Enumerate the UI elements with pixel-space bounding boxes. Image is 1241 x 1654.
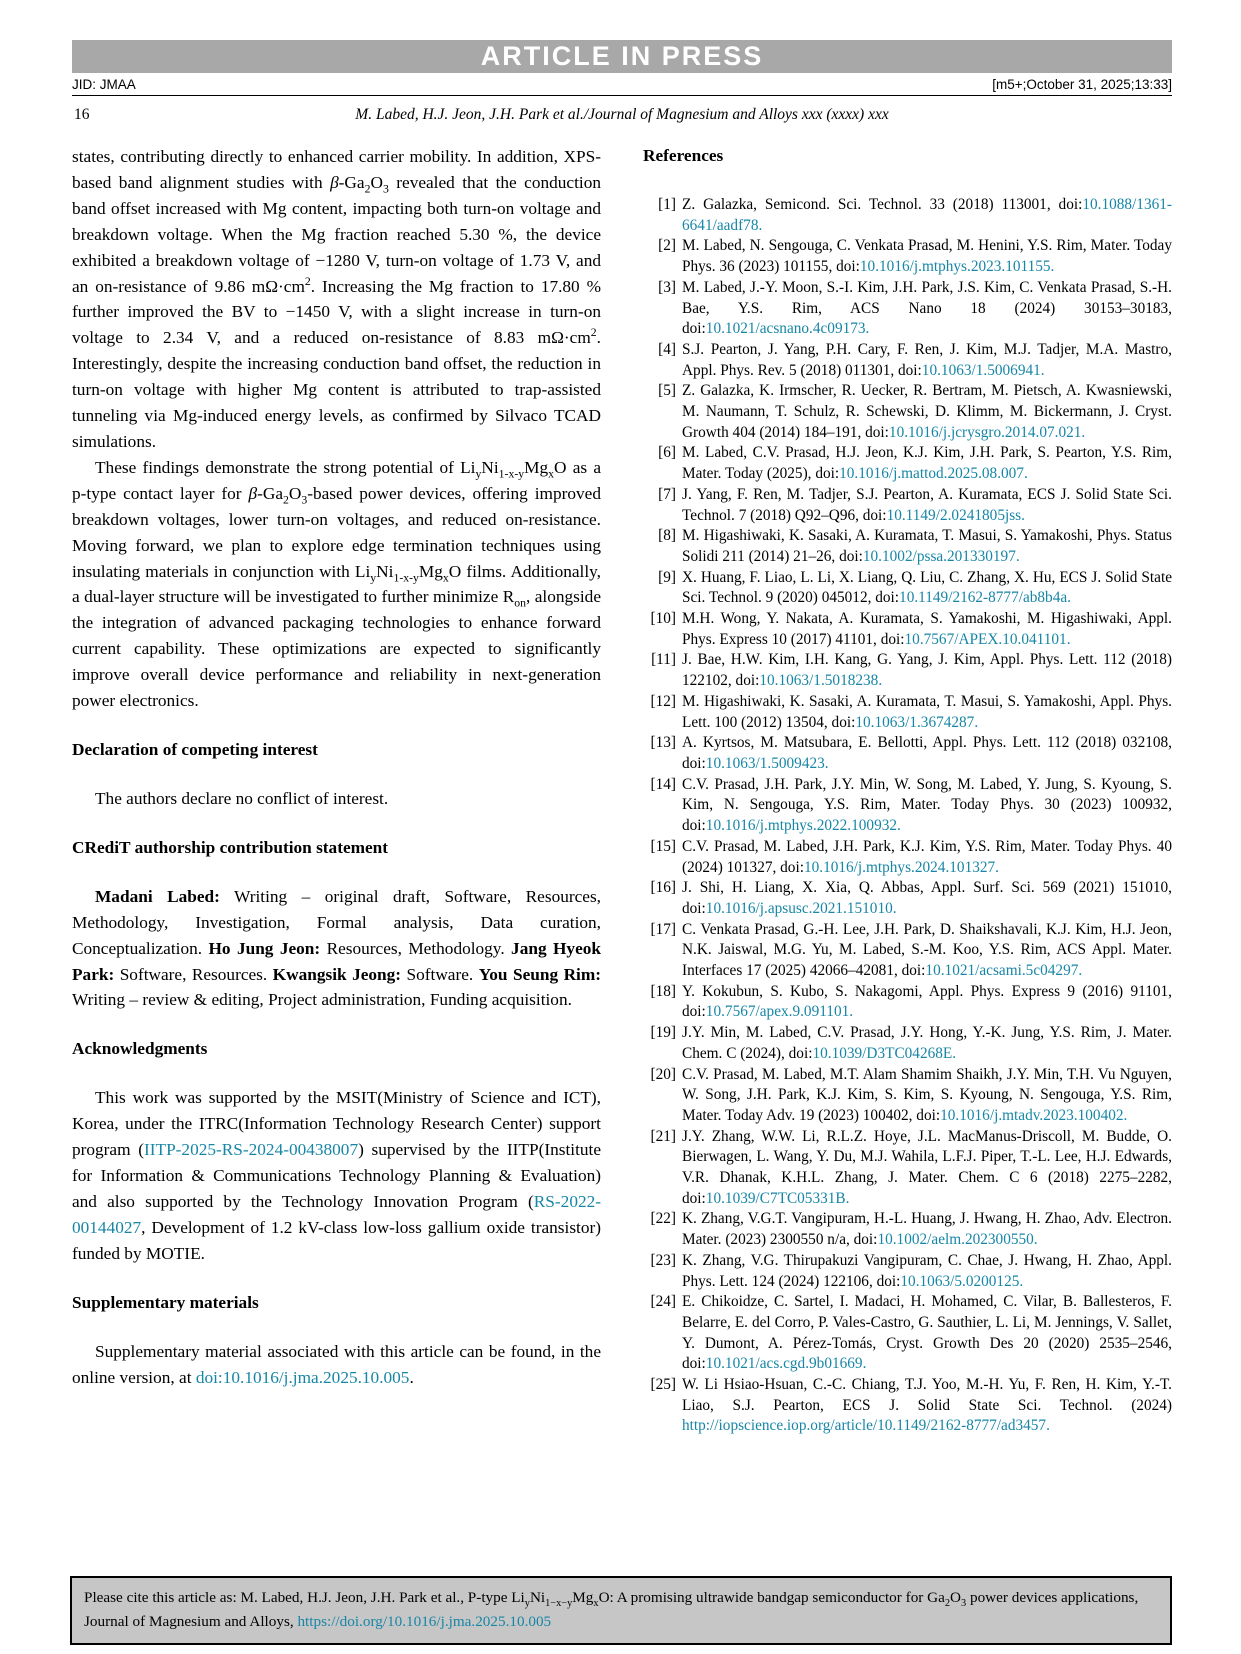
- reference-number: [25]: [650, 1376, 676, 1394]
- reference-item: [637, 485, 1172, 526]
- text-run: x: [593, 1598, 599, 1610]
- reference-text: J.Y. Min, M. Labed, C.V. Prasad, J.Y. Hong, Y.-K. Jung, Y.S. Rim, J. Mater. Chem. C (2024), doi:: [682, 1024, 1172, 1062]
- text-run: 3: [382, 182, 389, 196]
- text-run: 3: [961, 1598, 967, 1610]
- reference-number: [19]: [650, 1024, 676, 1042]
- reference-text: M.H. Wong, Y. Nakata, A. Kuramata, S. Yamakoshi, M. Higashiwaki, Appl. Phys. Express 10 (2017) 41101, doi:: [682, 610, 1172, 648]
- doi-link[interactable]: 10.1016/j.apsusc.2021.151010.: [705, 899, 897, 917]
- reference-number: [1]: [658, 196, 676, 213]
- text-run: on: [514, 596, 526, 610]
- text-run: 1-x-y: [393, 570, 419, 584]
- inline-link[interactable]: doi:10.1016/j.jma.2025.10.005: [195, 1367, 410, 1387]
- reference-text: X. Huang, F. Liao, L. Li, X. Liang, Q. Liu, C. Zhang, X. Hu, ECS J. Solid State Sci. Technol. 9 (2020) 045012, doi:: [682, 568, 1172, 607]
- doi-link[interactable]: 10.1016/j.mattod.2025.08.007.: [839, 465, 1028, 483]
- doi-link[interactable]: 10.1149/2162-8777/ab8b4a.: [899, 589, 1071, 607]
- text-run: x: [442, 570, 449, 584]
- text-run: -Ga: [338, 172, 365, 192]
- doi-link[interactable]: 10.1016/j.jcrysgro.2014.07.021.: [888, 423, 1086, 441]
- text-run: Ni: [376, 561, 394, 581]
- doi-link[interactable]: 10.1021/acsnano.4c09173.: [705, 320, 870, 338]
- doi-link[interactable]: 10.1063/5.0200125.: [900, 1272, 1024, 1290]
- text-run: Mg: [524, 457, 549, 477]
- article-in-press-banner: ARTICLE IN PRESS: [72, 40, 1172, 73]
- text-run: y: [370, 570, 377, 584]
- reference-item: [637, 340, 1172, 381]
- text-run: y: [475, 467, 482, 481]
- paragraph: [72, 1339, 601, 1391]
- doi-link[interactable]: 10.7567/apex.9.091101.: [705, 1003, 854, 1021]
- reference-number: [18]: [650, 982, 676, 1000]
- doi-link[interactable]: 10.1021/acs.cgd.9b01669.: [705, 1355, 867, 1373]
- reference-text: W. Li Hsiao-Hsuan, C.-C. Chiang, T.J. Yoo, M.-H. Yu, F. Ren, H. Kim, Y.-T. Liao, S.J. Pearton, ECS J. Solid State Sci. Technol. (2024): [682, 1376, 1172, 1414]
- text-run: Mg: [572, 1589, 594, 1606]
- text-run: Ni: [481, 457, 499, 477]
- reference-item: [637, 650, 1172, 691]
- text-run: 2: [364, 182, 371, 196]
- citation-footer: [70, 1576, 1172, 1645]
- text-run: 2: [590, 326, 597, 340]
- reference-number: [11]: [651, 651, 676, 669]
- text-run: Writing – review & editing, Project administration, Funding acquisition.: [72, 990, 572, 1010]
- text-run: power devices applications, Journal of Magnesium and Alloys,: [84, 1589, 1139, 1630]
- text-run: Madani Labed:: [95, 886, 220, 906]
- text-run: Resources, Methodology.: [320, 938, 512, 958]
- text-run: .: [409, 1367, 414, 1387]
- text-run: β: [330, 172, 339, 192]
- reference-number: [10]: [650, 610, 676, 628]
- text-run: Supplementary material associated with this article can be found, in the online version, at: [72, 1341, 601, 1387]
- reference-text: S.J. Pearton, J. Yang, P.H. Cary, F. Ren, J. Kim, M.J. Tadjer, M.A. Mastro, Appl. Phys. Rev. 5 (2018) 011301, doi:: [682, 340, 1172, 379]
- running-head-row: [72, 106, 1172, 126]
- reference-item: [637, 443, 1172, 484]
- doi-link[interactable]: 10.7567/APEX.10.041101.: [904, 630, 1071, 648]
- reference-text: C.V. Prasad, M. Labed, M.T. Alam Shamim Shaikh, J.Y. Min, T.H. Vu Nguyen, W. Song, J.H. Park, K.J. Kim, S. Kim, S. Kyoung, N. Sengouga, Y.S. Rim, Mater. Today Adv. 19 (2023) 100402, doi:: [682, 1065, 1172, 1124]
- reference-text: K. Zhang, V.G.T. Vangipuram, H.-L. Huang, J. Hwang, H. Zhao, Adv. Electron. Mater. (2023) 2300550 n/a, doi:: [682, 1210, 1172, 1249]
- reference-item: [637, 526, 1172, 567]
- page-number: 16: [74, 106, 90, 123]
- text-run: Software, Resources.: [114, 964, 273, 984]
- reference-item: [637, 1023, 1172, 1064]
- section-heading: Acknowledgments: [72, 1039, 208, 1059]
- doi-link[interactable]: 10.1021/acsami.5c04297.: [925, 962, 1083, 980]
- text-run: 1-x-y: [498, 467, 525, 481]
- reference-text: Z. Galazka, K. Irmscher, R. Uecker, R. Bertram, M. Pietsch, A. Kwasniewski, M. Naumann, T. Schulz, R. Schewski, D. Klimm, M. Bickermann, J. Cryst. Growth 404 (2014) 184–191, doi:: [682, 382, 1172, 441]
- reference-item: [637, 278, 1172, 340]
- reference-number: [24]: [650, 1293, 676, 1311]
- text-run: 1−x−y: [545, 1598, 573, 1610]
- doi-link[interactable]: 10.1016/j.mtphys.2024.101327.: [803, 858, 999, 876]
- references-column: [637, 144, 1172, 1437]
- doi-link[interactable]: 10.1063/1.5006941.: [921, 361, 1045, 379]
- text-run: You Seung Rim:: [478, 964, 601, 984]
- doi-link[interactable]: 10.1016/j.mtadv.2023.100402.: [940, 1106, 1128, 1124]
- reference-item: [637, 1127, 1172, 1210]
- text-run: 2: [304, 274, 311, 288]
- paragraph: [72, 455, 601, 714]
- reference-number: [8]: [658, 527, 676, 545]
- text-run: . Increasing the Mg fraction to 17.80 % further improved the BV to −1450 V, with a slight increase in turn-on voltage to 2.34 V, and a reduced on-resistance of 8.83 mΩ·cm: [72, 276, 602, 348]
- doi-link[interactable]: 10.1002/pssa.201330197.: [862, 547, 1020, 565]
- text-run: ) supervised by the IITP(Institute for Information & Communications Technology Planning & Evaluation) and also supported by the Technology Innovation Program (: [72, 1140, 601, 1211]
- text-run: O films. Additionally, a dual-layer structure will be investigated to further minimize R: [72, 561, 601, 607]
- reference-item: [637, 1065, 1172, 1127]
- text-run: O: [950, 1589, 961, 1606]
- reference-item: [637, 195, 1172, 236]
- section-heading: CRediT authorship contribution statement: [72, 837, 389, 857]
- reference-item: [637, 837, 1172, 878]
- text-run: This work was supported by the MSIT(Ministry of Science and ICT), Korea, under the ITRC(Information Technology Research Center) support program (: [72, 1088, 601, 1160]
- reference-number: [4]: [658, 340, 676, 358]
- reference-number: [6]: [658, 444, 676, 462]
- reference-number: [21]: [650, 1127, 676, 1145]
- reference-text: A. Kyrtsos, M. Matsubara, E. Bellotti, Appl. Phys. Lett. 112 (2018) 032108, doi:: [682, 734, 1172, 772]
- doi-link[interactable]: 10.1088/1361-6641/aadf78.: [682, 196, 1172, 234]
- proof-timestamp: [m5+;October 31, 2025;13:33]: [992, 77, 1172, 92]
- doi-link[interactable]: 10.1016/j.mtphys.2023.101155.: [859, 258, 1055, 276]
- reference-text: J.Y. Zhang, W.W. Li, R.L.Z. Hoye, J.L. MacManus-Driscoll, M. Budde, O. Bierwagen, L. Wang, Y. Du, M.J. Wahila, L.F.J. Piper, T.-L. Lee, H.J. Edwards, V.R. Dhanak, K.H.L. Zhang, J. Mater. Chem. C 6 (2018) 2275–2282, doi:: [682, 1127, 1172, 1207]
- reference-text: M. Higashiwaki, K. Sasaki, A. Kuramata, T. Masui, S. Yamakoshi, Phys. Status Solidi 211 (2014) 21–26, doi:: [682, 527, 1172, 565]
- reference-number: [5]: [658, 382, 676, 400]
- text-run: Writing – original draft, Software, Resources, Methodology, Investigation, Formal analysis, Data curation, Conceptualization.: [72, 886, 601, 958]
- reference-item: [637, 568, 1172, 609]
- text-run: y: [524, 1598, 530, 1610]
- doi-link[interactable]: 10.1016/j.mtphys.2022.100932.: [705, 817, 901, 835]
- reference-text: E. Chikoidze, C. Sartel, I. Madaci, H. Mohamed, C. Vilar, B. Ballesteros, F. Belarre, E. del Corro, P. Vales-Castro, G. Sauthier, L. Li, M. Jennings, V. Sallet, Y. Dumont, A. Pérez-Tomás, Cryst. Growth Des 20 (2020) 2535–2546, doi:: [682, 1293, 1172, 1373]
- text-run: Please cite this article as: M. Labed, H.J. Jeon, J.H. Park et al., P-type Li: [84, 1589, 525, 1606]
- journal-id: JID: JMAA: [72, 77, 136, 92]
- reference-item: [637, 920, 1172, 982]
- reference-item: [637, 775, 1172, 837]
- text-run: These findings demonstrate the strong potential of Li: [95, 457, 476, 477]
- inline-link[interactable]: IITP-2025-RS-2024-00438007: [144, 1140, 359, 1160]
- text-run: states, contributing directly to enhanced carrier mobility. In addition, XPS-based band alignment studies with: [72, 147, 601, 192]
- text-run: . Interestingly, despite the increasing conduction band offset, the reduction in turn-on voltage with higher Mg content is attributed to trap-assisted tunneling via Mg-induced energy levels, as confirmed by Silvaco TCAD simulations.: [72, 328, 601, 451]
- reference-text: J. Bae, H.W. Kim, I.H. Kang, G. Yang, J. Kim, Appl. Phys. Lett. 112 (2018) 122102, doi:: [682, 651, 1172, 690]
- reference-text: M. Labed, N. Sengouga, C. Venkata Prasad, M. Henini, Y.S. Rim, Mater. Today Phys. 36 (2023) 101155, doi:: [682, 237, 1172, 276]
- text-run: 3: [301, 493, 308, 507]
- doi-link[interactable]: 10.1039/C7TC05331B.: [705, 1189, 850, 1207]
- reference-item: [637, 381, 1172, 443]
- text-run: revealed that the conduction band offset increased with Mg content, impacting both turn-on voltage and breakdown voltage. When the Mg fraction reached 5.30 %, the device exhibited a breakdown voltage of −1280 V, turn-on voltage of 1.73 V, and an on-resistance of 9.86 mΩ·cm: [72, 172, 601, 296]
- doi-link[interactable]: 10.1063/1.5018238.: [759, 672, 883, 690]
- reference-text: M. Labed, J.-Y. Moon, S.-I. Kim, J.H. Park, J.S. Kim, C. Venkata Prasad, S.-H. Bae, Y.S. Rim, ACS Nano 18 (2024) 30153–30183, doi:: [682, 278, 1172, 338]
- reference-number: [2]: [658, 237, 676, 255]
- text-run: Software.: [401, 964, 479, 984]
- reference-text: C. Venkata Prasad, G.-H. Lee, J.H. Park, D. Shaikshavali, K.J. Kim, H.J. Jeon, N.K. Jaiswal, M.G. Yu, M. Labed, S.-M. Koo, Y.S. Rim, ACS Appl. Mater. Interfaces 17 (2025) 42066–42081, doi:: [682, 920, 1172, 980]
- reference-item: [637, 1251, 1172, 1292]
- text-run: O as a p-type contact layer for: [72, 457, 601, 503]
- text-run: , Development of 1.2 kV-class low-loss gallium oxide transistor) funded by MOTIE.: [72, 1217, 601, 1263]
- reference-number: [14]: [650, 775, 676, 793]
- paragraph: [72, 1085, 601, 1266]
- left-column: [72, 144, 601, 1437]
- doi-link[interactable]: 10.1063/1.5009423.: [705, 754, 829, 772]
- reference-item: [637, 609, 1172, 650]
- running-head: M. Labed, H.J. Jeon, J.H. Park et al./Journal of Magnesium and Alloys xxx (xxxx) xxx: [355, 106, 889, 123]
- reference-number: [22]: [650, 1210, 676, 1228]
- paragraph: [72, 786, 601, 812]
- text-run: Ni: [529, 1589, 546, 1606]
- doi-link[interactable]: 10.1063/1.3674287.: [855, 713, 979, 731]
- reference-text: J. Shi, H. Liang, X. Xia, Q. Abbas, Appl. Surf. Sci. 569 (2021) 151010, doi:: [682, 879, 1172, 917]
- text-run: -Ga: [257, 483, 283, 503]
- reference-item: [637, 733, 1172, 774]
- reference-text: J. Yang, F. Ren, M. Tadjer, S.J. Pearton, A. Kuramata, ECS J. Solid State Sci. Technol. 7 (2018) Q92–Q96, doi:: [682, 485, 1172, 524]
- text-run: 2: [283, 493, 289, 507]
- paragraph: [72, 144, 601, 455]
- proof-meta-row: [72, 73, 1172, 96]
- text-run: O: [288, 483, 302, 503]
- doi-link[interactable]: 10.1002/aelm.202300550.: [877, 1231, 1038, 1249]
- reference-text: Y. Kokubun, S. Kubo, S. Nakagomi, Appl. Phys. Express 9 (2016) 91101, doi:: [682, 982, 1172, 1021]
- reference-item: [637, 878, 1172, 919]
- text-run: Ho Jung Jeon:: [208, 938, 321, 958]
- reference-item: [637, 1209, 1172, 1250]
- reference-number: [3]: [658, 278, 676, 296]
- references-heading: References: [643, 146, 724, 165]
- reference-text: C.V. Prasad, M. Labed, J.H. Park, K.J. Kim, Y.S. Rim, Mater. Today Phys. 40 (2024) 101327, doi:: [682, 837, 1172, 876]
- section-heading: Supplementary materials: [72, 1292, 259, 1312]
- reference-number: [12]: [650, 692, 676, 710]
- reference-text: C.V. Prasad, J.H. Park, J.Y. Min, W. Song, M. Labed, Y. Jung, S. Kyoung, S. Kim, N. Sengouga, Y.S. Rim, Mater. Today Phys. 30 (2023) 100932, doi:: [682, 775, 1172, 835]
- references-list: [637, 195, 1172, 1437]
- reference-number: [13]: [650, 734, 676, 752]
- reference-item: [637, 1292, 1172, 1375]
- reference-text: M. Labed, C.V. Prasad, H.J. Jeon, K.J. Kim, J.H. Park, S. Pearton, Y.S. Rim, Mater. Today (2025), doi:: [682, 444, 1172, 483]
- reference-text: K. Zhang, V.G. Thirupakuzi Vangipuram, C. Chae, J. Hwang, H. Zhao, Appl. Phys. Lett. 124 (2024) 122106, doi:: [682, 1251, 1172, 1290]
- reference-number: [17]: [650, 920, 676, 938]
- reference-item: [637, 982, 1172, 1023]
- inline-link[interactable]: RS-2022-00144027: [72, 1192, 601, 1237]
- text-run: 2: [944, 1598, 951, 1610]
- reference-text: M. Higashiwaki, K. Sasaki, A. Kuramata, T. Masui, S. Yamakoshi, Appl. Phys. Lett. 100 (2012) 13504, doi:: [682, 692, 1172, 731]
- reference-number: [16]: [650, 879, 676, 897]
- text-run: , alongside the integration of advanced packaging technologies to enhance forward current capability. These optimizations are expected to significantly improve overall device performance and reliability in next-generation power electronics.: [72, 587, 601, 711]
- inline-link[interactable]: https://doi.org/10.1016/j.jma.2025.10.005: [297, 1612, 552, 1630]
- text-run: -based power devices, offering improved breakdown voltages, lower turn-on voltages, and reduced on-resistance. Moving forward, we plan to explore edge termination techniques using insulating materials in conjunction with Li: [72, 483, 601, 581]
- text-run: The authors declare no conflict of interest.: [95, 788, 389, 808]
- doi-link[interactable]: 10.1039/D3TC04268E.: [812, 1044, 957, 1062]
- reference-number: [15]: [650, 837, 676, 855]
- paragraph: [72, 884, 601, 1014]
- reference-number: [23]: [650, 1251, 676, 1269]
- text-run: O: A promising ultrawide bandgap semiconductor for Ga: [598, 1589, 945, 1606]
- reference-number: [7]: [658, 485, 676, 503]
- two-column-body: [72, 144, 1172, 1437]
- text-run: Mg: [418, 561, 443, 581]
- reference-text: Z. Galazka, Semicond. Sci. Technol. 33 (2018) 113001, doi:: [682, 196, 1083, 213]
- doi-link[interactable]: 10.1149/2.0241805jss.: [886, 506, 1025, 524]
- reference-item: [637, 1375, 1172, 1437]
- text-run: O: [370, 172, 383, 192]
- text-run: β: [248, 483, 258, 503]
- text-run: Kwangsik Jeong:: [272, 964, 402, 984]
- text-run: Jang Hyeok Park:: [72, 938, 601, 984]
- doi-link[interactable]: http://iopscience.iop.org/article/10.1149/2162-8777/ad3457.: [682, 1417, 1050, 1435]
- reference-number: [20]: [650, 1065, 676, 1083]
- reference-item: [637, 692, 1172, 733]
- reference-number: [9]: [658, 568, 676, 586]
- reference-item: [637, 236, 1172, 277]
- section-heading: Declaration of competing interest: [72, 739, 318, 759]
- text-run: x: [548, 467, 554, 481]
